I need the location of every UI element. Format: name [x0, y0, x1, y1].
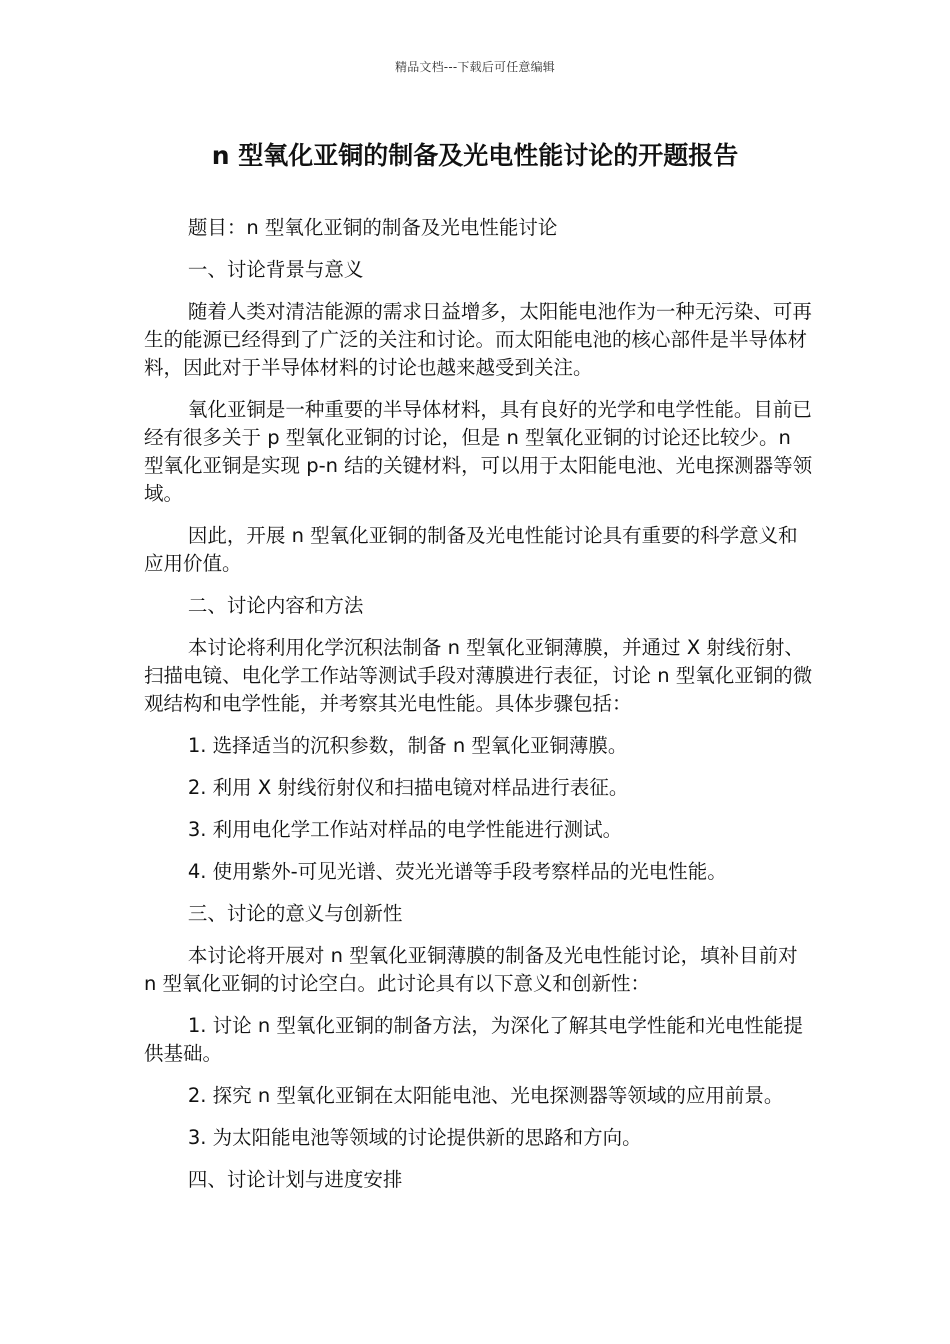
subject-line: 题目：n 型氧化亚铜的制备及光电性能讨论 [187, 216, 558, 239]
document-body [144, 214, 814, 1208]
list-item-step-4: 4. 使用紫外-可见光谱、荧光光谱等手段考察样品的光电性能。 [187, 860, 727, 883]
section-heading-plan: 四、讨论计划与进度安排 [187, 1168, 403, 1191]
list-item-step-3: 3. 利用电化学工作站对样品的电学性能进行测试。 [187, 818, 623, 841]
paragraph-content-methods: 本讨论将利用化学沉积法制备 n 型氧化亚铜薄膜，并通过 X 射线衍射、扫描电镜、电化学工作站等测试手段对薄膜进行表征，讨论 n 型氧化亚铜的微观结构和电学性能，并考察其光电性能。具体步骤包括： [144, 636, 813, 715]
list-item-significance-1: 1. 讨论 n 型氧化亚铜的制备方法，为深化了解其电学性能和光电性能提供基础。 [144, 1014, 803, 1065]
paragraph-background-2: 氧化亚铜是一种重要的半导体材料，具有良好的光学和电学性能。目前已经有很多关于 p 型氧化亚铜的讨论，但是 n 型氧化亚铜的讨论还比较少。n 型氧化亚铜是实现 p-n 结的关键材料，可以用于太阳能电池、光电探测器等领域。 [144, 398, 813, 505]
header-note: 精品文档---下载后可任意编辑 [395, 60, 555, 74]
list-item-significance-2: 2. 探究 n 型氧化亚铜在太阳能电池、光电探测器等领域的应用前景。 [187, 1084, 784, 1107]
paragraph-background-3: 因此，开展 n 型氧化亚铜的制备及光电性能讨论具有重要的科学意义和应用价值。 [144, 524, 798, 575]
list-item-significance-3: 3. 为太阳能电池等领域的讨论提供新的思路和方向。 [187, 1126, 642, 1149]
paragraph-significance: 本讨论将开展对 n 型氧化亚铜薄膜的制备及光电性能讨论，填补目前对 n 型氧化亚铜的讨论空白。此讨论具有以下意义和创新性： [144, 944, 798, 995]
document-title: n 型氧化亚铜的制备及光电性能讨论的开题报告 [211, 141, 739, 170]
section-heading-significance: 三、讨论的意义与创新性 [187, 902, 403, 925]
list-item-step-2: 2. 利用 X 射线衍射仪和扫描电镜对样品进行表征。 [187, 776, 629, 799]
section-heading-content-methods: 二、讨论内容和方法 [187, 594, 364, 617]
paragraph-background-1: 随着人类对清洁能源的需求日益增多，太阳能电池作为一种无污染、可再生的能源已经得到了广泛的关注和讨论。而太阳能电池的核心部件是半导体材料，因此对于半导体材料的讨论也越来越受到关注。 [144, 300, 812, 379]
section-heading-background: 一、讨论背景与意义 [187, 258, 364, 281]
list-item-step-1: 1. 选择适当的沉积参数，制备 n 型氧化亚铜薄膜。 [187, 734, 628, 757]
